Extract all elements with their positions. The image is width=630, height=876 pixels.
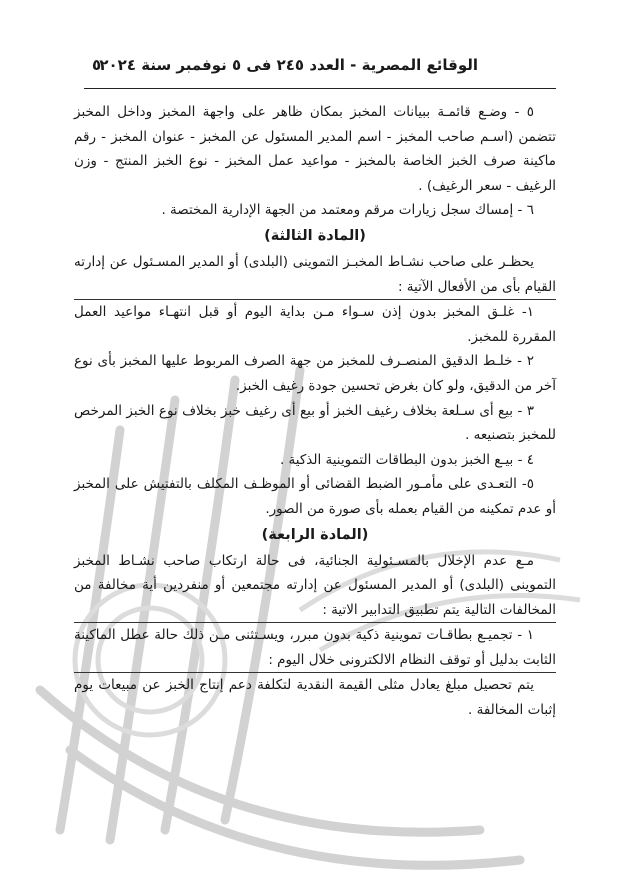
paragraph-prohibition-4: ٤ - بيـع الخبز بدون البطاقات التموينية الذكية .	[279, 451, 534, 468]
paragraph-measure-1: ١ - تجميـع بطاقـات تموينية ذكية بدون مبرر، ويسـتثنى مـن ذلك حالة عطل الماكينة الثابت بدليل أو توقف النظام الالكترونى خلال اليوم :	[74, 623, 556, 673]
paragraph-item-5: ٥ - وضـع قائمـة ببيانات المخبز بمكان ظاهر على واجهة المخبز وداخل المخبز تتضمن (اسـم صاحب المخبز - اسم المدير المسئول عن المخبز - عنوان المخبز - رقم ماكينة صرف الخبز الخاصة بالمخبز - مواعيد عمل المخبز - نوع الخبز المنتج - وزن الرغيف - سعر الرغيف) .	[74, 104, 556, 194]
paragraph-prohibition-2: ٢ - خلـط الدقيق المنصـرف للمخبز من جهة الصرف المربوط عليها المخبز بأى نوع آخر من الدقيق، ولو كان بغرض تحسين جودة رغيف الخبز.	[74, 353, 556, 394]
heading-article-3: (المادة الثالثة)	[264, 227, 366, 244]
paragraph-prohibition-5: ٥- التعـدى على مأمـور الضبط القضائى أو الموظـف المكلف بالتفتيش على المخبز أو عدم تمكينه من القيام بعمله بأى صورة من الصور.	[74, 476, 556, 517]
heading-article-4: (المادة الرابعة)	[261, 526, 369, 543]
page-number: ٥	[92, 56, 102, 74]
paragraph-prohibition-3: ٣ - بيع أى سـلعة بخلاف رغيف الخبز أو بيع أى رغيف خبز بخلاف نوع الخبز المرخص للمخبز بتصنيعه .	[74, 402, 556, 444]
paragraph-penalty: يتم تحصيل مبلغ يعادل مثلى القيمة النقدية لتكلفة دعم إنتاج الخبز عن مبيعات يوم إثبات المخالفة .	[74, 677, 556, 719]
paragraph-article-3-intro: يحظـر على صاحب نشـاط المخبـز التموينى (البلدى) أو المدير المسـئول عن إدارته القيام بأى من الأفعال الآتية :	[74, 250, 556, 300]
gazette-title: الوقائع المصرية - العدد ٢٤٥ فى ٥ نوفمبر سنة ٢٠٢٤	[99, 56, 478, 74]
article-body	[74, 100, 556, 723]
paragraph-prohibition-1: ١- غلـق المخبز بدون إذن سـواء مـن بداية اليوم أو قبل انتهـاء مواعيد العمل المقررة للمخبز.	[74, 304, 556, 345]
paragraph-article-4-intro: مـع عدم الإخلال بالمسـئولية الجنائية، فى حالة ارتكاب صاحب نشـاط المخبز التموينى (البلدى) أو المدير المسئول عن إدارته مجتمعين أو منفردين أية مخالفة من المخالفات التالية يتم تطبيق التدابير الاتية :	[74, 549, 556, 624]
paragraph-item-6: ٦ - إمساك سجل زيارات مرقم ومعتمد من الجهة الإدارية المختصة .	[161, 202, 534, 219]
header-divider	[84, 88, 556, 89]
gazette-header	[92, 56, 478, 82]
